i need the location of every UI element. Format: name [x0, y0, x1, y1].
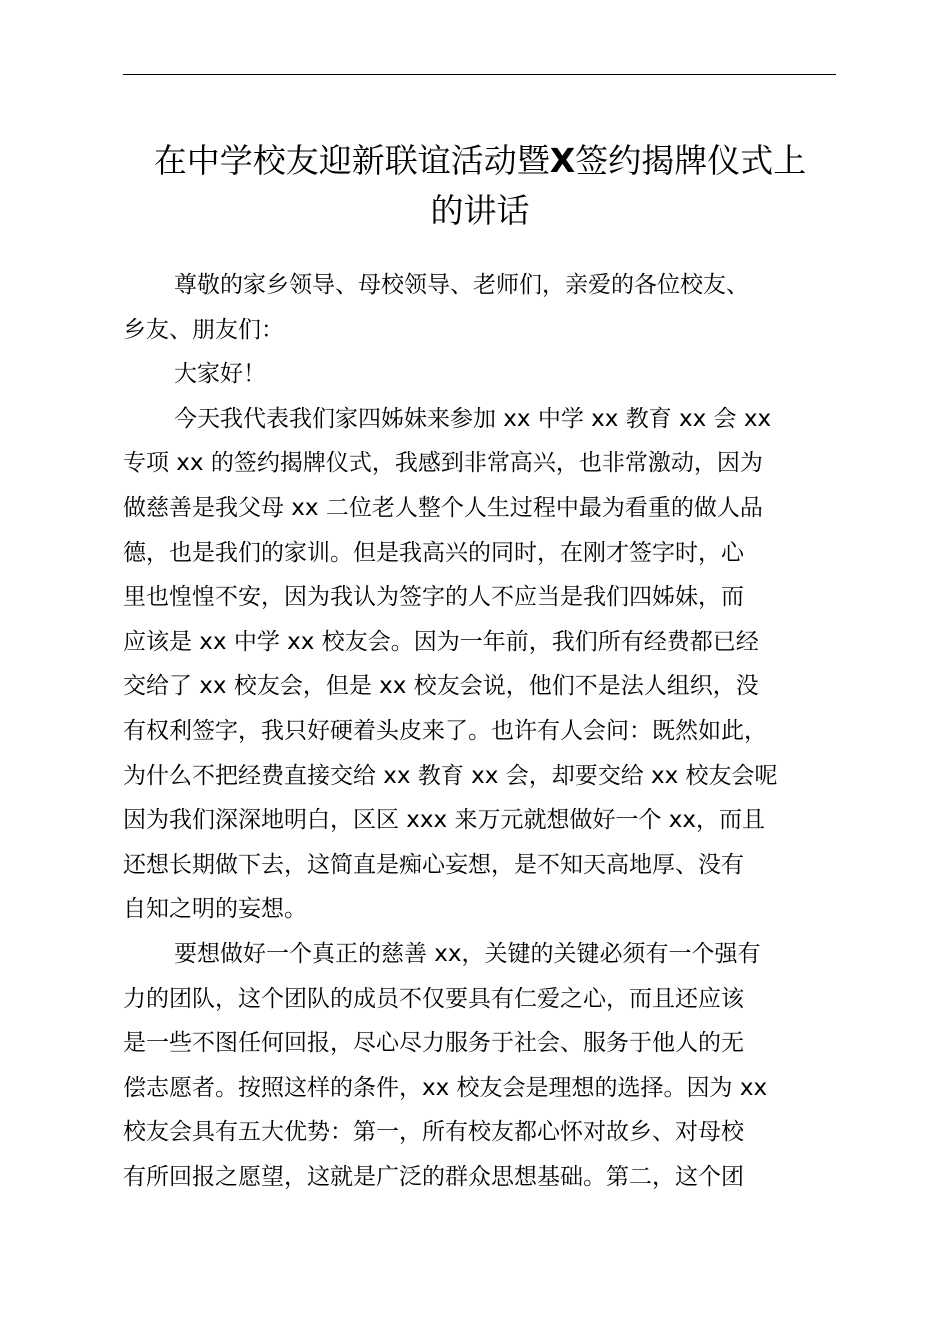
- text-line: 交给了 xx 校友会，但是 xx 校友会说，他们不是法人组织，没: [123, 673, 759, 700]
- document-title: [110, 136, 850, 236]
- text-line: 校友会具有五大优势：第一，所有校友都心怀对故乡、对母校: [123, 1119, 744, 1146]
- title-x: X: [549, 141, 576, 180]
- text-line: 做慈善是我父母 xx 二位老人整个人生过程中最为看重的做人品: [123, 494, 763, 521]
- text-line: 尊敬的家乡领导、母校领导、老师们，亲爱的各位校友、: [174, 272, 749, 298]
- text-line: 专项 xx 的签约揭牌仪式，我感到非常高兴，也非常激动，因为: [123, 450, 763, 477]
- text-line: 因为我们深深地明白，区区 xxx 来万元就想做好一个 xx，而且: [123, 807, 765, 834]
- text-line: 大家好！: [174, 361, 266, 388]
- text-line: 里也惶惶不安，因为我认为签字的人不应当是我们四姊妹，而: [123, 584, 744, 611]
- text-line: 力的团队，这个团队的成员不仅要具有仁爱之心，而且还应该: [123, 985, 744, 1012]
- text-line: 今天我代表我们家四姊妹来参加 xx 中学 xx 教育 xx 会 xx: [174, 405, 772, 432]
- document-body: [123, 263, 863, 1199]
- title-line-2: 的讲话: [430, 191, 530, 230]
- text-line: 有权利签字，我只好硬着头皮来了。也许有人会问：既然如此，: [123, 717, 767, 744]
- text-line: 还想长期做下去，这简直是痴心妄想，是不知天高地厚、没有: [123, 851, 744, 878]
- text-line: 是一些不图任何回报，尽心尽力服务于社会、服务于他人的无: [123, 1030, 744, 1057]
- text-line: 要想做好一个真正的慈善 xx，关键的关键必须有一个强有: [174, 940, 761, 967]
- text-line: 有所回报之愿望，这就是广泛的群众思想基础。第二，这个团: [123, 1163, 744, 1190]
- text-line: 自知之明的妄想。: [123, 896, 307, 923]
- text-line: 应该是 xx 中学 xx 校友会。因为一年前，我们所有经费都已经: [123, 628, 759, 655]
- text-line: 德，也是我们的家训。但是我高兴的同时，在刚才签字时，心: [123, 539, 744, 566]
- header-rule: [123, 74, 836, 75]
- text-line: 为什么不把经费直接交给 xx 教育 xx 会，却要交给 xx 校友会呢: [123, 762, 778, 789]
- text-line: 乡友、朋友们：: [123, 316, 284, 343]
- text-line: 偿志愿者。按照这样的条件，xx 校友会是理想的选择。因为 xx: [123, 1074, 768, 1101]
- title-line-1: 在中学校友迎新联谊活动暨X签约揭牌仪式上: [153, 141, 807, 180]
